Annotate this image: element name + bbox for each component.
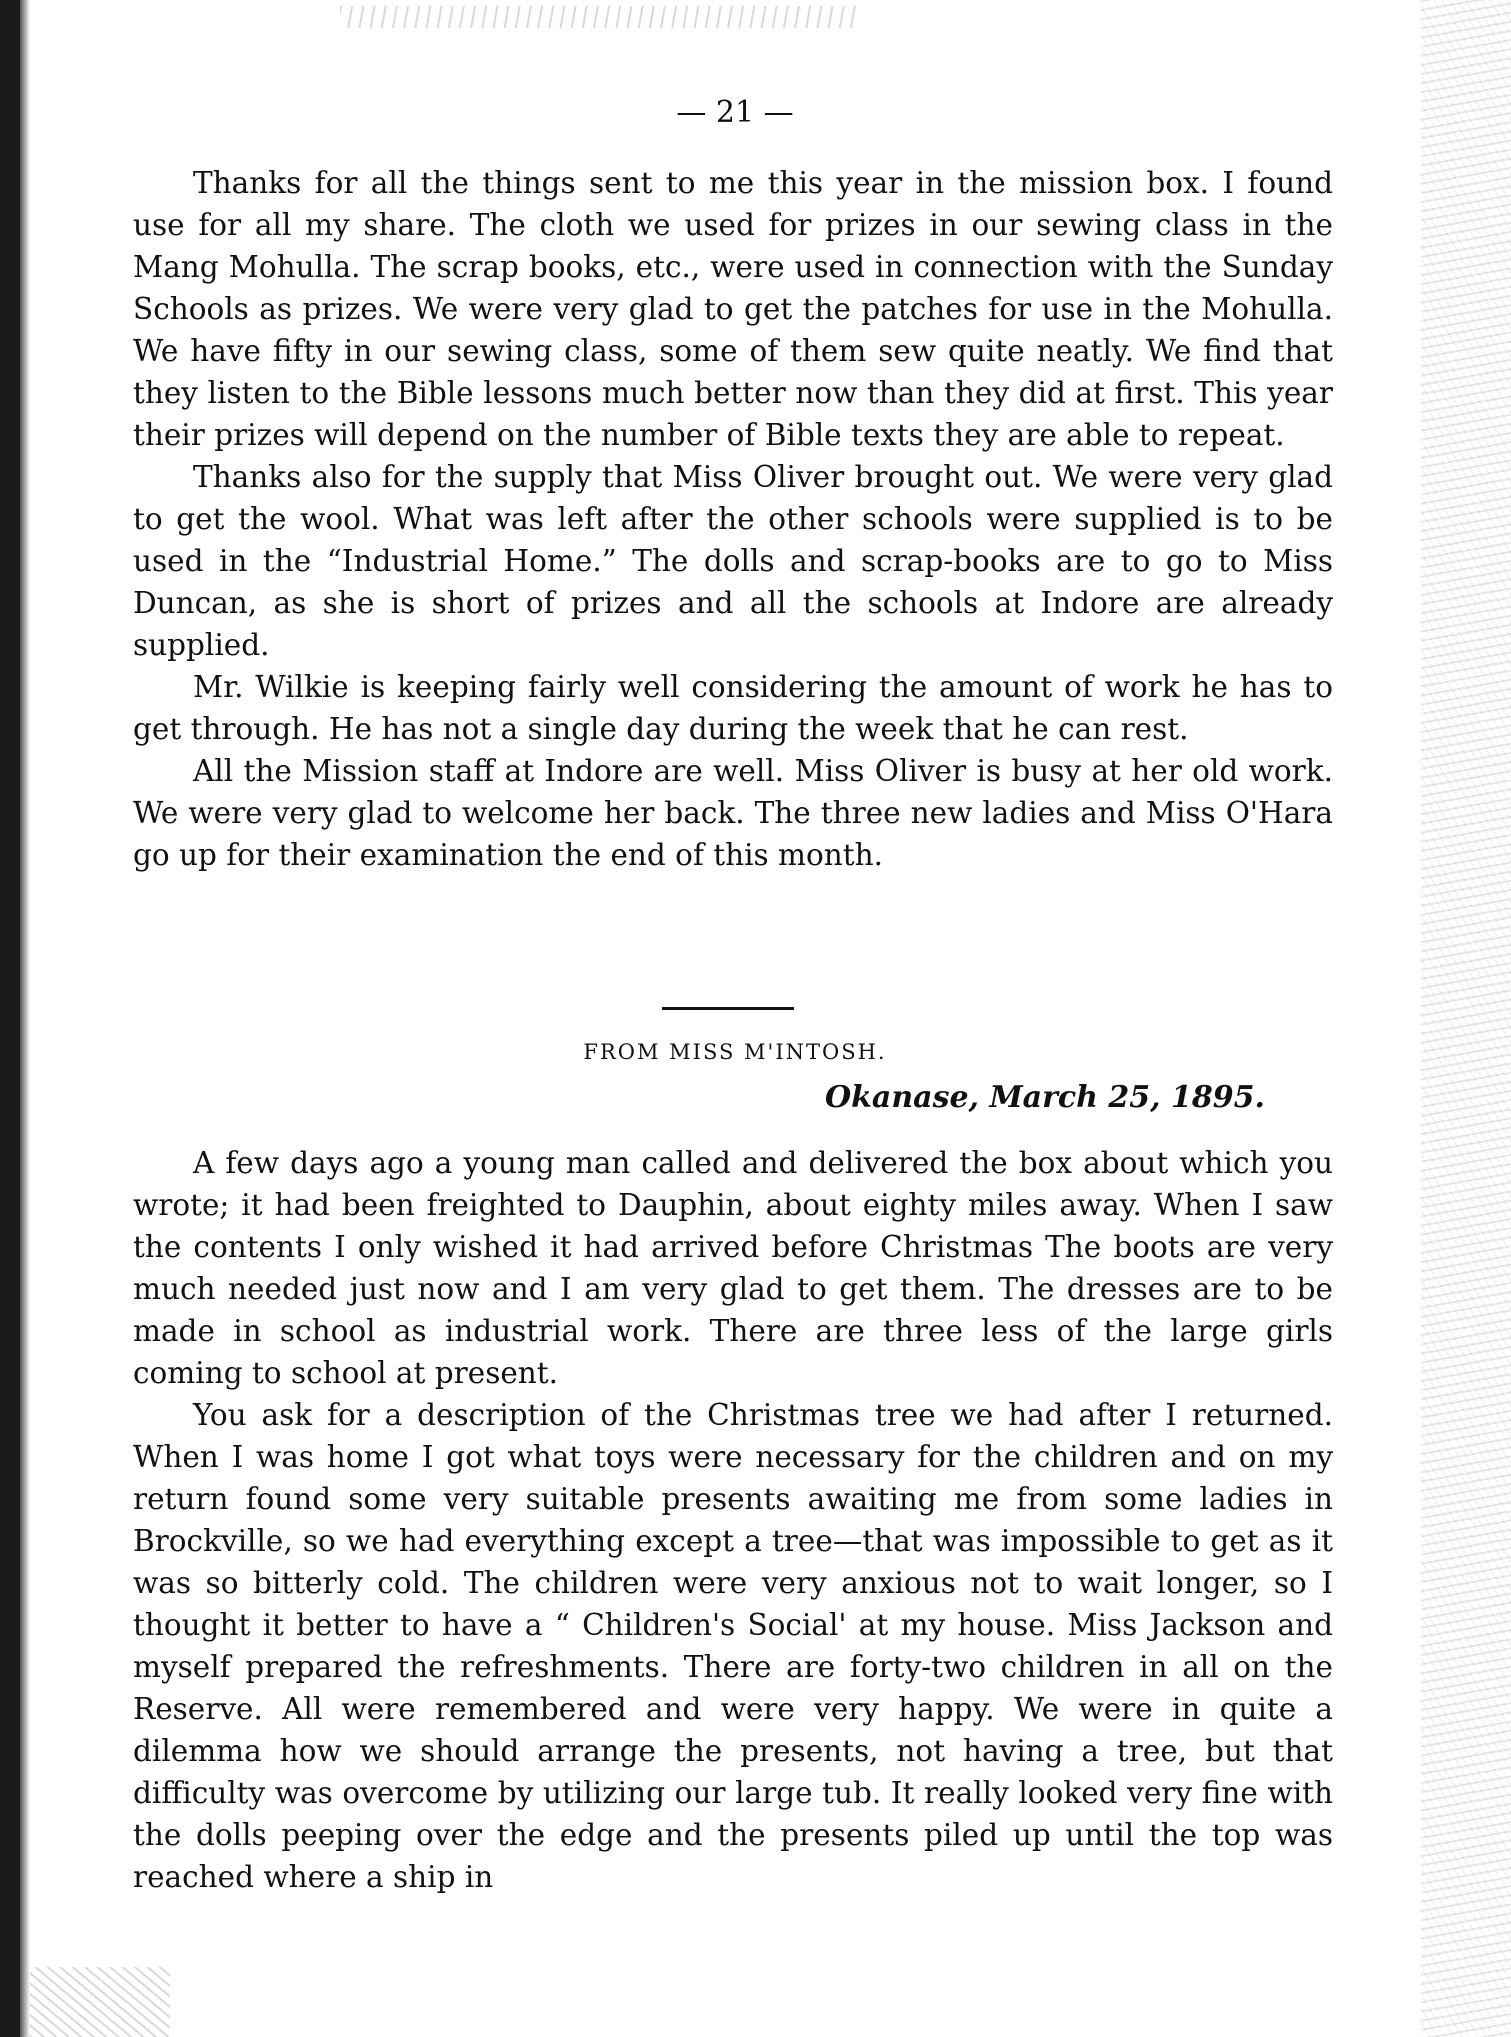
scan-bottom-noise xyxy=(30,1967,170,2037)
letter-dateline: Okanase, March 25, 1895. xyxy=(824,1080,1265,1115)
paragraph: You ask for a description of the Christmas tree we had after I returned. When I was home I got what toys were necessary for the children and on my return found some very suitable presents awaiting me from some ladies in Brockville, so we had everything except a tree—that was impossible to get as it was so bitterly cold. The children were very anxious not to wait longer, so I thought it better to have a “ Children's Social' at my house. Miss Jackson and myself prepared the refreshments. There are forty-two children in all on the Reserve. All were remembered and were very happy. We were in quite a dilemma how we should arrange the presents, not having a tree, but that difficulty was overcome by utilizing our large tub. It really looked very fine with the dolls peeping over the edge and the presents piled up until the top was reached where a ship in xyxy=(133,1398,1333,1894)
section-divider xyxy=(662,1007,794,1010)
paragraph: A few days ago a young man called and delivered the box about which you wrote; it had been freighted to Dauphin, about eighty miles away. When I saw the contents I only wished it had arrived before Christmas The boots are very much needed just now and I am very glad to get them. The dresses are to be made in school as industrial work. There are three less of the large girls coming to school at present. xyxy=(133,1146,1333,1390)
letter-body-okanase xyxy=(133,1142,1333,1898)
scan-top-noise xyxy=(340,6,860,28)
paragraph: Mr. Wilkie is keeping fairly well considering the amount of work he has to get through. He has not a single day during the week that he can rest. xyxy=(133,670,1333,746)
section-heading: FROM MISS M'INTOSH. xyxy=(583,1040,887,1064)
paragraph: All the Mission staff at Indore are well. Miss Oliver is busy at her old work. We were very glad to welcome her back. The three new ladies and Miss O'Hara go up for their examination the end of this month. xyxy=(133,754,1333,872)
scan-binding-shadow xyxy=(20,0,30,2037)
scan-edge-noise xyxy=(1421,0,1511,2037)
paragraph: Thanks for all the things sent to me this year in the mission box. I found use for all my share. The cloth we used for prizes in our sewing class in the Mang Mohulla. The scrap books, etc., were used in connection with the Sunday Schools as prizes. We were very glad to get the patches for use in the Mohulla. We have fifty in our sewing class, some of them sew quite neatly. We find that they listen to the Bible lessons much better now than they did at first. This year their prizes will depend on the number of Bible texts they are able to repeat. xyxy=(133,166,1333,452)
page-number: — 21 — xyxy=(676,95,794,130)
scan-binding-edge xyxy=(0,0,20,2037)
paragraph: Thanks also for the supply that Miss Oliver brought out. We were very glad to get the wool. What was left after the other schools were supplied is to be used in the “Industrial Home.” The dolls and scrap-books are to go to Miss Duncan, as she is short of prizes and all the schools at Indore are already supplied. xyxy=(133,460,1333,662)
letter-body-indore xyxy=(133,162,1333,876)
